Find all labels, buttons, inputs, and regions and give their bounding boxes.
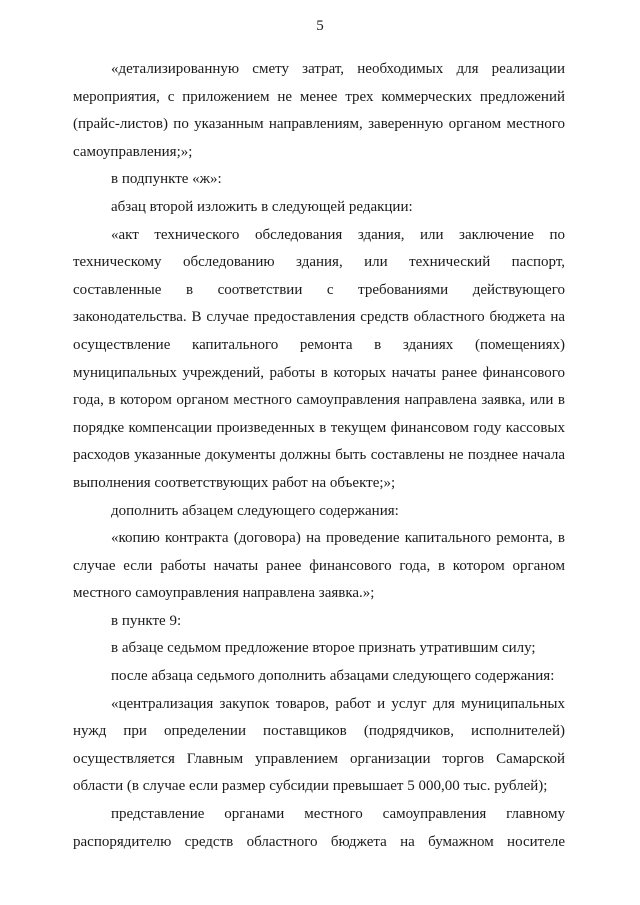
paragraph-item-9: в пункте 9: bbox=[111, 612, 182, 629]
paragraph-second-abzac: абзац второй изложить в следующей редакции: bbox=[111, 198, 413, 215]
paragraph-subitem-zh: в подпункте «ж»: bbox=[111, 171, 222, 188]
paragraph-add-abzac: дополнить абзацем следующего содержания: bbox=[111, 502, 399, 519]
paragraph-contract-copy: «копию контракта (договора) на проведение капитального ремонта, в случае если работы начаты ранее финансового года, в котором органом местного самоуправления направлена заявка.»; bbox=[73, 530, 565, 602]
paragraph-after-seventh: после абзаца седьмого дополнить абзацами следующего содержания: bbox=[111, 668, 555, 685]
page-number: 5 bbox=[316, 18, 324, 34]
paragraph-estimate: «детализированную смету затрат, необходимых для реализации мероприятия, с приложением не менее трех коммерческих предложений (прайс-листов) по указанным направлениям, заверенную органом местного самоуправления;»; bbox=[73, 61, 565, 160]
paragraph-submission: представление органами местного самоуправления главному распорядителю средств областного бюджета на бумажном носителе bbox=[73, 806, 565, 850]
document-body bbox=[73, 56, 565, 856]
paragraph-seventh-abzac: в абзаце седьмом предложение второе признать утратившим силу; bbox=[111, 640, 536, 657]
paragraph-centralization: «централизация закупок товаров, работ и услуг для муниципальных нужд при определении поставщиков (подрядчиков, исполнителей) осуществляется Главным управлением организации торгов Самарской области (в случае если размер субсидии превышает 5 000,00 тыс. рублей); bbox=[73, 695, 565, 795]
paragraph-inspection-act: «акт технического обследования здания, или заключение по техническому обследованию здания, или технический паспорт, составленные в соответствии с требованиями действующего законодательства. В случае предоставления средств областного бюджета на осуществление капитального ремонта в зданиях (помещениях) муниципальных учреждений, работы в которых начаты ранее финансового года, в котором органом местного самоуправления направлена заявка, или в порядке компенсации произведенных в текущем финансовом году кассовых расходов указанные документы должны быть составлены не позднее начала выполнения соответствующих работ на объекте;»; bbox=[73, 226, 565, 491]
